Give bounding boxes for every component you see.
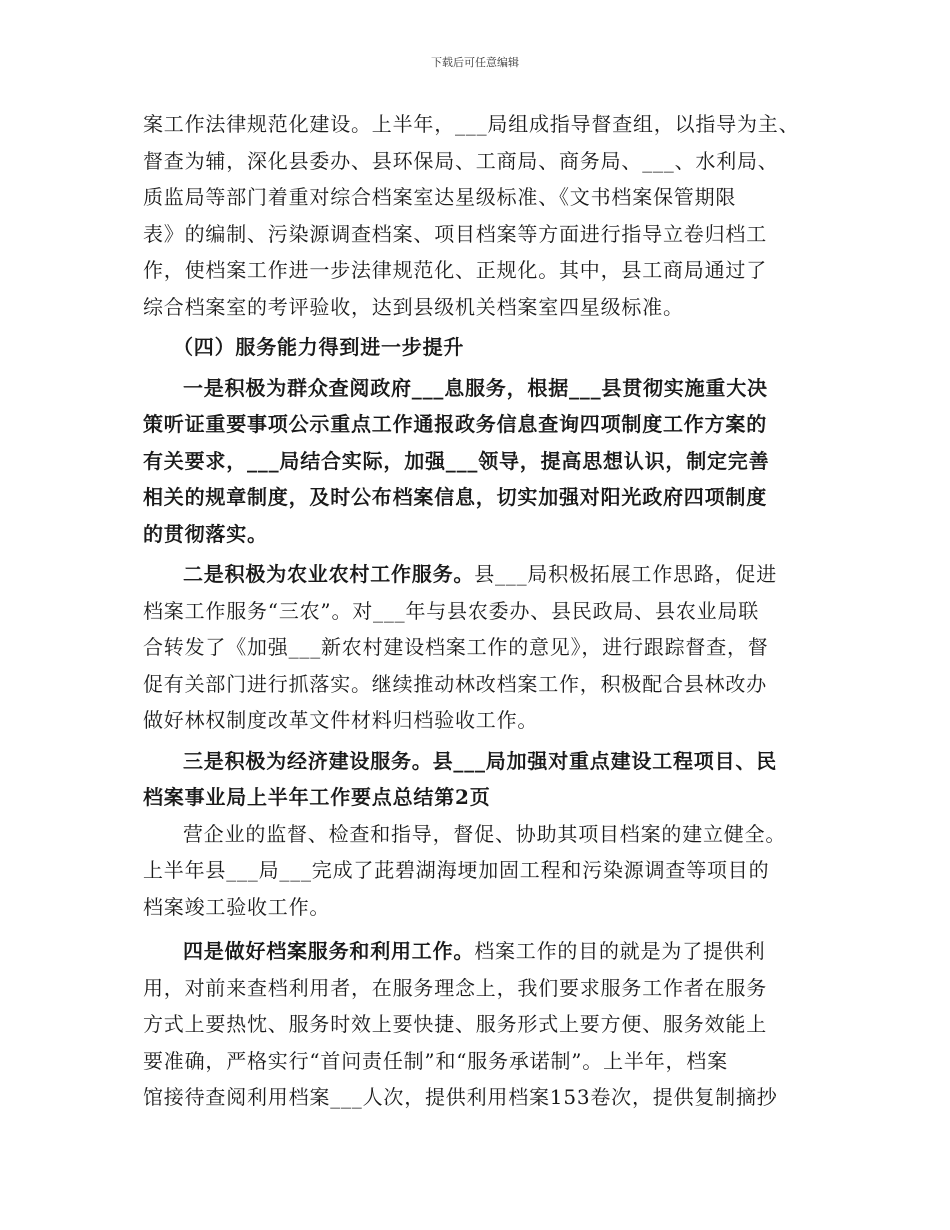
text-line [143,556,823,593]
text-line: 馆接待查阅利用档案___人次，提供利用档案153卷次，提供复制摘抄 [143,1085,778,1109]
paragraph-archives-standardization [143,106,823,325]
text-line: 综合档案室的考评验收，达到县级机关档案室四星级标准。 [143,294,684,319]
text-line: 作，使档案工作进一步法律规范化、正规化。其中，县工商局通过了 [143,258,767,282]
text-line: 相关的规章制度，及时公布档案信息，切实加强对阳光政府四项制度 [143,485,767,509]
text-line: 质监局等部门着重对综合档案室达星级标准、《文书档案保管期限 [143,185,737,209]
text-line: 策听证重要事项公示重点工作通报政务信息查询四项制度工作方案的 [143,412,767,436]
paragraph-agriculture-service [143,556,823,739]
text-line: 表》的编制、污染源调查档案、项目档案等方面进行指导立卷归档工 [143,221,767,246]
text-line [143,933,823,970]
section-heading [143,329,823,366]
text-fragment: 档案工作的目的就是为了提供利 [474,939,766,963]
section-heading-text: （四）服务能力得到进一步提升 [173,335,465,359]
paragraph-public-info-service [143,370,823,553]
text-line: 用，对前来查档利用者，在服务理念上，我们要求服务工作者在服务 [143,975,767,1000]
text-line: 上半年县___局___完成了茈碧湖海埂加固工程和污染源调查等项目的 [143,858,770,882]
text-line: 一是积极为群众查阅政府___息服务，根据___县贯彻实施重大决 [183,375,768,400]
text-line: 案工作法律规范化建设。上半年，___局组成指导督查组，以指导为主、 [143,112,800,136]
text-line: 要准确，严格实行“首问责任制”和“服务承诺制”。上半年，档案 [143,1048,728,1073]
paragraph-lead: 二是积极为农业农村工作服务。 [183,562,475,586]
text-line: 促有关部门进行抓落实。继续推动林改档案工作，积极配合县林改办 [143,671,767,696]
paragraph-project-supervision [143,816,823,926]
text-line: 方式上要热忱、服务时效上要快捷、服务形式上要方便、服务效能上 [143,1012,767,1036]
text-line: 做好林权制度改革文件材料归档验收工作。 [143,708,539,732]
text-line: 有关要求，___局结合实际，加强___领导，提高思想认识，制定完善 [143,448,770,473]
page-title-line: 档案事业局上半年工作要点总结第2页 [143,785,491,809]
text-line: 的贯彻落实。 [143,521,268,546]
document-body [143,106,823,1116]
text-line: 合转发了《加强___新农村建设档案工作的意见》，进行跟踪督查，督 [143,635,769,659]
text-line: 督查为辅，深化县委办、县环保局、工商局、商务局、___、水利局、 [143,148,779,173]
text-line: 档案竣工验收工作。 [143,894,331,919]
paragraph-archive-utilization [143,933,823,1116]
text-fragment: 县___局积极拓展工作思路，促进 [474,562,778,586]
text-line: 档案工作服务“三农”。对___年与县农委办、县民政局、县农业局联 [143,598,760,623]
paragraph-lead: 四是做好档案服务和利用工作。 [183,939,475,963]
text-line: 三是积极为经济建设服务。县___局加强对重点建设工程项目、民 [183,748,777,773]
text-line: 营企业的监督、检查和指导，督促、协助其项目档案的建立健全。 [183,821,787,846]
paragraph-economic-service [143,743,823,816]
page-header: 下载后可任意编辑 [431,56,519,69]
